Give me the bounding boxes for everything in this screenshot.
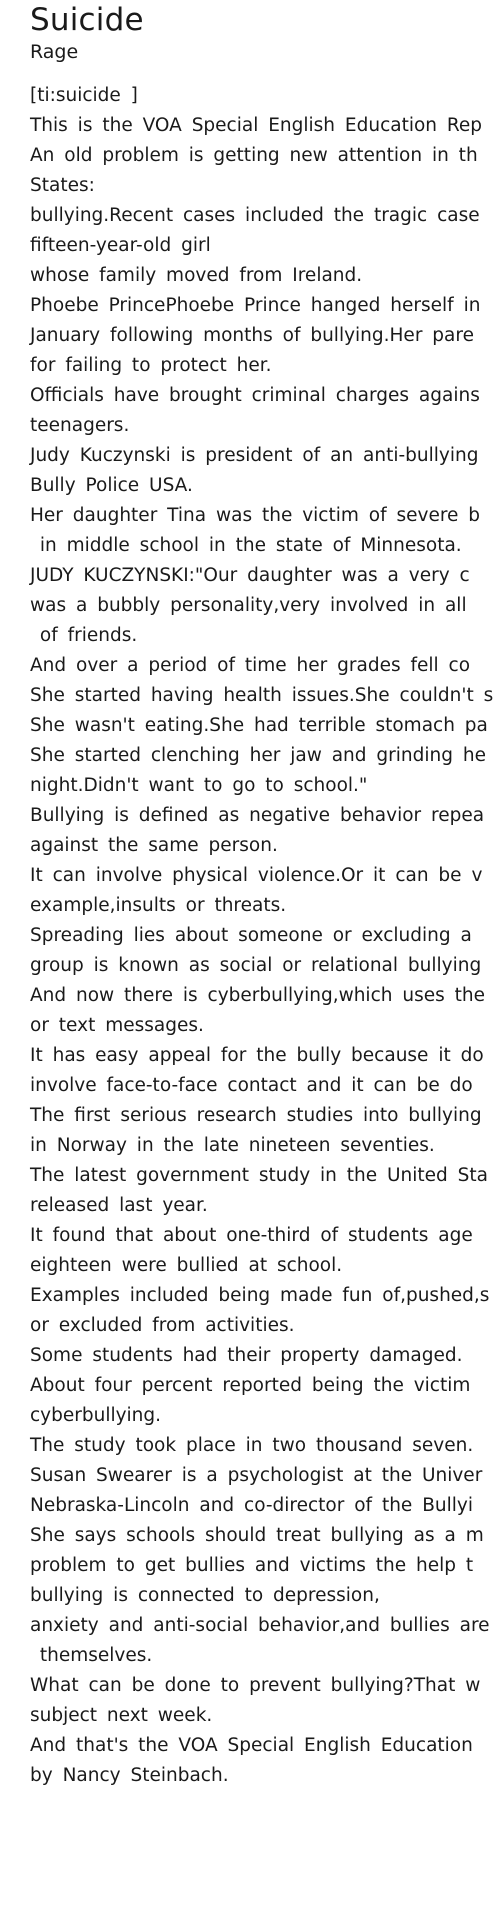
song-artist: Rage (30, 41, 79, 63)
lyric-line: problem to get bullies and victims the help t (30, 1555, 474, 1576)
lyric-line: And over a period of time her grades fell co (30, 655, 471, 676)
lyric-line: [ti:suicide ] (30, 85, 138, 106)
lyric-line: or text messages. (30, 1015, 204, 1036)
lyric-line: bullying.Recent cases included the tragic case (30, 205, 480, 226)
lyric-line: She wasn't eating.She had terrible stomach pa (30, 715, 488, 736)
lyric-line: released last year. (30, 1195, 208, 1216)
lyric-line: for failing to protect her. (30, 355, 272, 376)
lyric-line: cyberbullying. (30, 1405, 162, 1426)
lyric-line: And now there is cyberbullying,which uses the (30, 985, 485, 1006)
lyric-line: in middle school in the state of Minnesota. (30, 535, 462, 556)
lyric-line: Examples included being made fun of,pushed,s (30, 1285, 490, 1306)
lyric-line: was a bubbly personality,very involved in all (30, 595, 467, 616)
lyric-line: It can involve physical violence.Or it can be v (30, 865, 483, 886)
lyric-line: Bullying is defined as negative behavior repea (30, 805, 485, 826)
lyric-line: She says schools should treat bullying as a m (30, 1525, 484, 1546)
lyric-line: January following months of bullying.Her pare (30, 325, 474, 346)
lyric-line: JUDY KUCZYNSKI:"Our daughter was a very c (30, 565, 470, 586)
lyric-line: subject next week. (30, 1705, 213, 1726)
song-title: Suicide (30, 2, 144, 38)
lyric-line: anxiety and anti-social behavior,and bullies are (30, 1615, 490, 1636)
lyric-line: in Norway in the late nineteen seventies. (30, 1135, 435, 1156)
lyric-line: Officials have brought criminal charges agains (30, 385, 480, 406)
lyric-line: The latest government study in the United Sta (30, 1165, 489, 1186)
lyric-line: What can be done to prevent bullying?That w (30, 1675, 481, 1696)
lyric-line: fifteen-year-old girl (30, 235, 211, 256)
lyric-line: whose family moved from Ireland. (30, 265, 363, 286)
lyric-line: States: (30, 175, 95, 196)
lyric-line: An old problem is getting new attention in th (30, 145, 478, 166)
lyric-line: Bully Police USA. (30, 475, 193, 496)
lyric-line: eighteen were bullied at school. (30, 1255, 343, 1276)
lyric-line: It has easy appeal for the bully because it do (30, 1045, 484, 1066)
lyric-line: This is the VOA Special English Education Rep (30, 115, 483, 136)
lyric-line: involve face-to-face contact and it can be do (30, 1075, 473, 1096)
lyric-line: example,insults or threats. (30, 895, 287, 916)
lyric-line: Her daughter Tina was the victim of severe b (30, 505, 481, 526)
lyric-line: Some students had their property damaged. (30, 1345, 463, 1366)
lyric-line: She started having health issues.She couldn't s (30, 685, 494, 706)
lyric-line: by Nancy Steinbach. (30, 1765, 229, 1786)
lyric-line: against the same person. (30, 835, 278, 856)
lyric-line: Spreading lies about someone or excluding a (30, 925, 472, 946)
lyric-line: night.Didn't want to go to school." (30, 775, 368, 796)
lyric-line: themselves. (30, 1645, 153, 1666)
lyric-line: of friends. (30, 625, 138, 646)
lyric-line: Phoebe PrincePhoebe Prince hanged herself in (30, 295, 481, 316)
lyric-line: or excluded from activities. (30, 1315, 295, 1336)
lyric-line: teenagers. (30, 415, 130, 436)
lyric-line: It found that about one-third of students age (30, 1225, 473, 1246)
lyric-line: Nebraska-Lincoln and co-director of the Bullyi (30, 1495, 473, 1516)
lyrics-page (30, 0, 500, 1791)
lyric-line: bullying is connected to depression, (30, 1585, 380, 1606)
lyric-line: group is known as social or relational bullying (30, 955, 482, 976)
lyric-line: Susan Swearer is a psychologist at the Univer (30, 1465, 483, 1486)
lyric-line: The first serious research studies into bullying (30, 1105, 482, 1126)
lyric-line: Judy Kuczynski is president of an anti-bullying (30, 445, 479, 466)
lyric-lines (30, 81, 500, 1791)
lyric-line: And that's the VOA Special English Education (30, 1735, 473, 1756)
lyric-line: The study took place in two thousand seven. (30, 1435, 474, 1456)
lyric-line: About four percent reported being the victim (30, 1375, 471, 1396)
lyric-line: She started clenching her jaw and grinding he (30, 745, 486, 766)
